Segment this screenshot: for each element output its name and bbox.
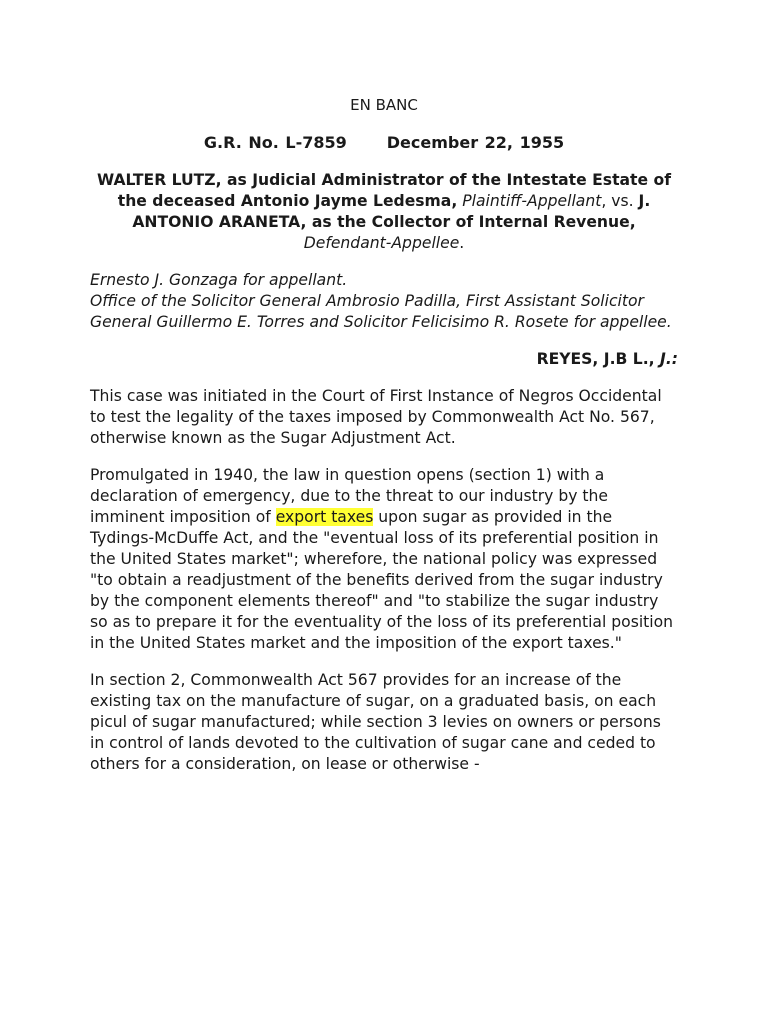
plaintiff-role: Plaintiff-Appellant	[462, 192, 602, 210]
counsel-appellee: Office of the Solicitor General Ambrosio Padilla, First Assistant Solicitor General Guillermo E. Torres and Solicitor Felicisimo R. Rosete for appellee.	[90, 292, 672, 331]
case-number: G.R. No. L-7859	[203, 133, 347, 152]
decision-document	[90, 94, 678, 791]
ponente	[90, 349, 678, 370]
paragraph-2	[90, 465, 678, 654]
counsel-block	[90, 270, 678, 333]
highlighted-text: export taxes	[275, 508, 374, 526]
paragraph-1: This case was initiated in the Court of First Instance of Negros Occidental to test the legality of the taxes imposed by Commonwealth Act No. 567, otherwise known as the Sugar Adjustment Act.	[90, 387, 662, 447]
versus-text: , vs.	[601, 192, 639, 210]
parties-end: .	[459, 234, 465, 252]
defendant-name: J. ANTONIO ARANETA, as the Collector of Internal Revenue,	[132, 192, 651, 231]
ponente-name: REYES, J.B L.,	[536, 350, 661, 368]
paragraph-2-end: upon sugar as provided in the Tydings-McDuffe Act, and the "eventual loss of its preferential position in the United States market"; wherefore, the national policy was expressed "to obtain a readjustment of the benefits derived from the sugar industry by the component elements thereof" and "to stabilize the sugar industry so as to prepare it for the eventuality of the loss of its preferential position in the United States market and the imposition of the export taxes."	[90, 508, 674, 652]
court-division: EN BANC	[350, 96, 418, 114]
case-parties	[90, 170, 678, 254]
paragraph-3: In section 2, Commonwealth Act 567 provides for an increase of the existing tax on the manufacture of sugar, on a graduated basis, on each picul of sugar manufactured; while section 3 levies on owners or persons in control of lands devoted to the cultivation of sugar cane and ceded to others for a consideration, on lease or otherwise -	[90, 671, 661, 773]
ponente-suffix: J.:	[660, 350, 678, 368]
defendant-role: Defendant-Appellee	[303, 234, 460, 252]
case-header	[90, 132, 678, 154]
decision-date: December 22, 1955	[386, 133, 565, 152]
plaintiff-name: WALTER LUTZ, as Judicial Administrator of the Intestate Estate of the deceased Antonio Jayme Ledesma,	[96, 171, 672, 210]
counsel-appellant: Ernesto J. Gonzaga for appellant.	[90, 271, 348, 289]
paragraph-2-start: Promulgated in 1940, the law in question opens (section 1) with a declaration of emergency, due to the threat to our industry by the imminent imposition of	[90, 466, 609, 526]
